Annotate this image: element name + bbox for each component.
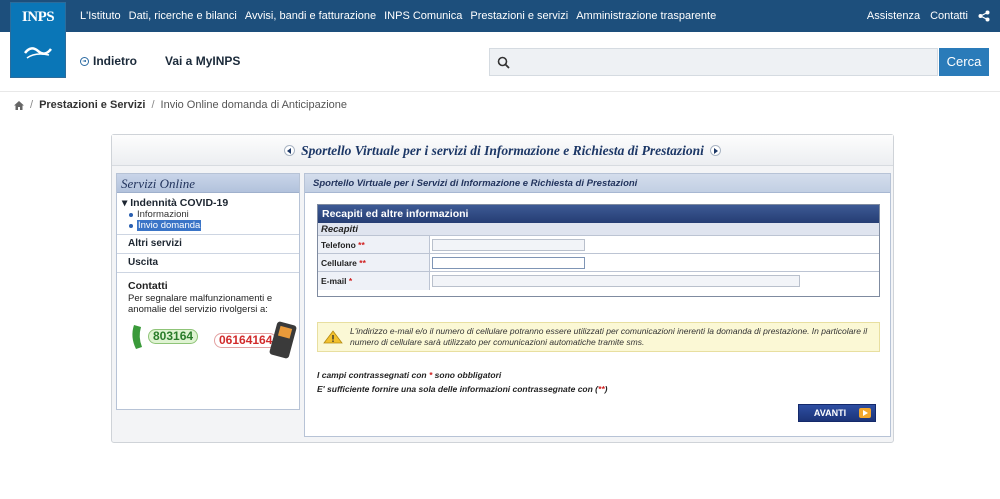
form-title: Recapiti ed altre informazioni — [318, 205, 879, 223]
main-panel — [304, 173, 891, 437]
warning-box — [317, 322, 880, 352]
bullet-icon — [129, 224, 133, 228]
sidebar-heading: Servizi Online — [117, 174, 299, 193]
share-icon[interactable] — [978, 10, 990, 22]
breadcrumb-current: Invio Online domanda di Anticipazione — [160, 99, 348, 111]
breadcrumb-separator: / — [30, 99, 34, 111]
form-subtitle: Recapiti — [318, 223, 879, 236]
field-row-email — [318, 272, 879, 290]
logo-emblem-icon — [23, 43, 53, 61]
contact-phones — [128, 319, 299, 379]
nav-dati[interactable]: Dati, ricerche e bilanci — [128, 10, 237, 22]
breadcrumb-prestazioni[interactable]: Prestazioni e Servizi — [39, 99, 146, 111]
search-input[interactable] — [489, 48, 938, 76]
sidebar-item-altri-servizi[interactable]: Altri servizi — [117, 235, 299, 254]
next-button[interactable] — [798, 404, 876, 422]
warning-text: L'indirizzo e-mail e/o il numero di cellulare potranno essere utilizzati per comunicazioni inerenti la domanda di prestazione. In particolare il numero di cellulare sarà utilizzato per comunicazioni automatiche tramite sms. — [350, 326, 868, 347]
contacts-box — [117, 273, 299, 379]
search-icon — [497, 56, 510, 69]
cellulare-field[interactable] — [432, 257, 585, 269]
phone-number-green: 803164 — [148, 329, 198, 344]
myinps-link[interactable]: Vai a MyINPS — [165, 54, 241, 68]
required-note: I campi contrassegnati con * sono obbligatori — [317, 370, 502, 380]
nav-istituto[interactable]: L'Istituto — [80, 10, 121, 22]
bullet-icon — [129, 213, 133, 217]
sidebar-item-invio-domanda[interactable]: Invio domanda — [129, 220, 299, 231]
sidebar-section-title[interactable]: ▾ Indennità COVID-19 — [122, 197, 229, 209]
sidebar-item-uscita[interactable]: Uscita — [117, 254, 299, 273]
nav-prestazioni[interactable]: Prestazioni e servizi — [470, 10, 569, 22]
portal-title: Sportello Virtuale per i servizi di Informazione e Richiesta di Prestazioni — [301, 143, 704, 158]
arrow-right-icon — [710, 145, 721, 156]
nav-comunica[interactable]: INPS Comunica — [384, 10, 463, 22]
contacts-text: Per segnalare malfunzionamenti e anomalie del servizio rivolgersi a: — [128, 293, 273, 315]
label-email: E-mail * — [318, 272, 430, 290]
label-cellulare: Cellulare ** — [318, 254, 430, 271]
alternative-note: E' sufficiente fornire una sola delle informazioni contrassegnate con (**) — [317, 384, 608, 394]
breadcrumb-separator: / — [151, 99, 155, 111]
portal-frame — [111, 134, 894, 443]
header-divider — [0, 91, 1000, 92]
logo-text: INPS — [21, 9, 55, 25]
top-bar — [0, 0, 1000, 32]
main-heading: Sportello Virtuale per i Servizi di Informazione e Richiesta di Prestazioni — [305, 174, 890, 193]
sidebar-item-informazioni[interactable]: Informazioni — [129, 209, 299, 220]
home-icon[interactable] — [14, 101, 24, 110]
nav-amministrazione[interactable]: Amministrazione trasparente — [576, 10, 717, 22]
arrow-left-icon — [284, 145, 295, 156]
nav-contatti[interactable]: Contatti — [930, 10, 968, 22]
arrow-right-icon — [859, 408, 871, 418]
nav-avvisi[interactable]: Avvisi, bandi e fatturazione — [244, 10, 377, 22]
breadcrumb — [14, 99, 347, 111]
label-telefono: Telefono ** — [318, 236, 430, 253]
mobile-phone-icon — [268, 321, 298, 359]
inps-logo[interactable] — [10, 2, 66, 78]
contacts-title: Contatti — [128, 280, 168, 292]
top-nav — [80, 10, 716, 22]
back-button[interactable] — [80, 54, 137, 68]
sidebar-section-covid — [117, 193, 299, 235]
portal-title-bar — [112, 135, 893, 166]
back-icon — [80, 57, 89, 66]
field-row-cellulare — [318, 254, 879, 272]
phone-number-red: 06164164 — [214, 333, 277, 348]
warning-icon — [322, 330, 344, 344]
contact-form — [317, 204, 880, 297]
back-label: Indietro — [93, 54, 137, 68]
email-field[interactable] — [432, 275, 800, 287]
top-right-links — [867, 10, 990, 22]
search-button[interactable]: Cerca — [939, 48, 989, 76]
field-row-telefono — [318, 236, 879, 254]
next-button-label: AVANTI — [813, 408, 847, 418]
sidebar — [116, 173, 300, 410]
nav-assistenza[interactable]: Assistenza — [866, 10, 921, 22]
telefono-field[interactable] — [432, 239, 585, 251]
